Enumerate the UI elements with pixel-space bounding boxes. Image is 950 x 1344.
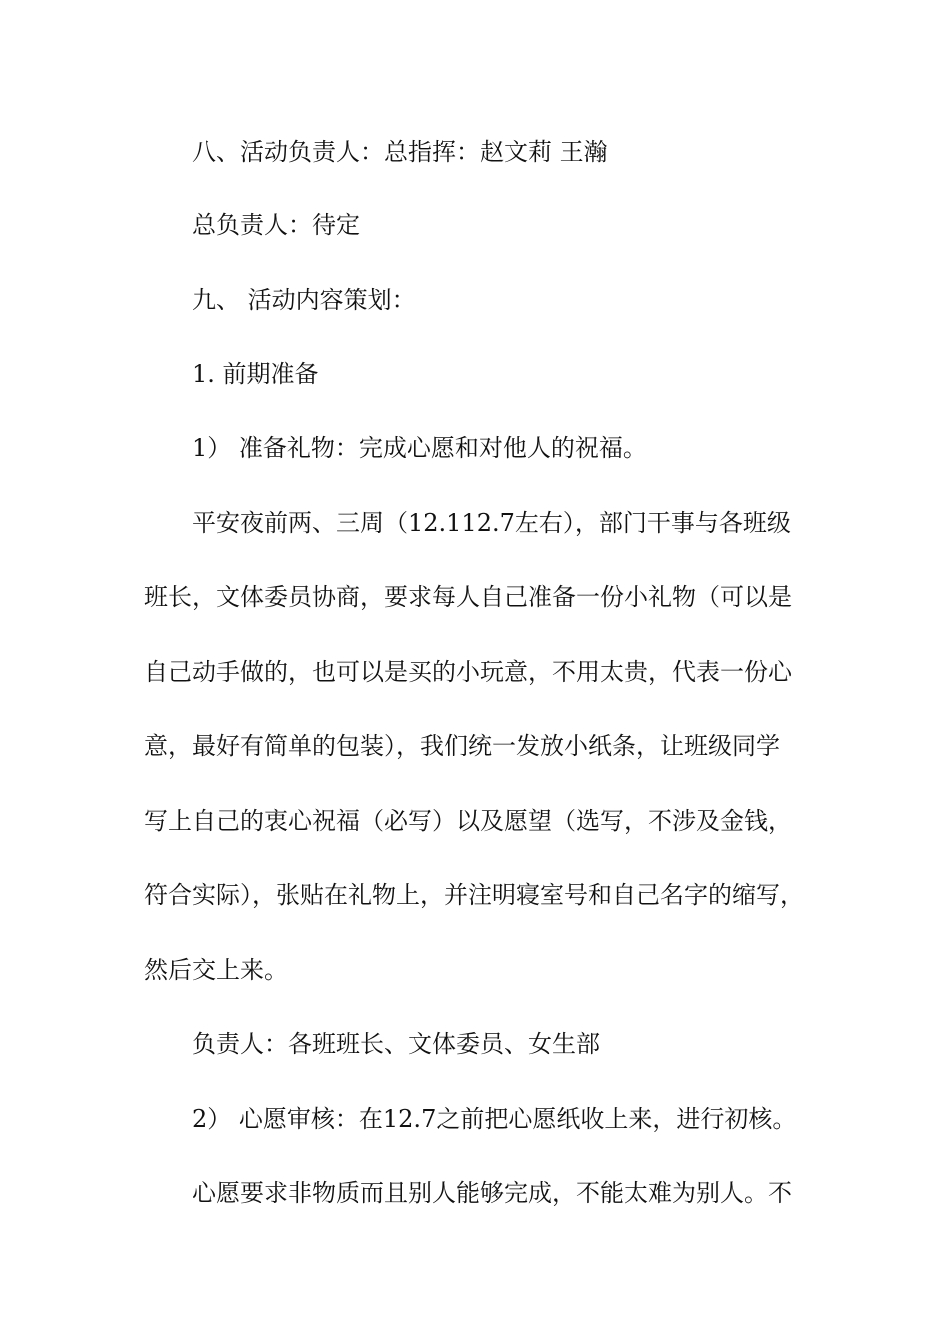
paragraph-line: 心愿要求非物质而且别人能够完成，不能太难为别人。不 <box>192 1179 792 1207</box>
subsection-1-heading: 1. 前期准备 <box>192 360 319 388</box>
section-8-heading: 八、活动负责人：总指挥：赵文莉 王瀚 <box>192 138 608 166</box>
responsible-persons-line: 负责人：各班班长、文体委员、女生部 <box>192 1030 600 1058</box>
paragraph-line: 班长，文体委员协商，要求每人自己准备一份小礼物（可以是 <box>144 583 792 611</box>
section-9-heading: 九、 活动内容策划： <box>192 286 416 314</box>
paragraph-line: 自己动手做的，也可以是买的小玩意，不用太贵，代表一份心 <box>144 658 792 686</box>
paragraph-line: 平安夜前两、三周（12.112.7左右），部门干事与各班级 <box>192 509 791 537</box>
paragraph-line: 符合实际），张贴在礼物上，并注明寝室号和自己名字的缩写， <box>144 881 804 909</box>
general-leader-line: 总负责人：待定 <box>192 211 360 239</box>
item-2-heading: 2） 心愿审核：在12.7之前把心愿纸收上来，进行初核。 <box>192 1105 797 1133</box>
paragraph-line: 写上自己的衷心祝福（必写）以及愿望（选写，不涉及金钱， <box>144 807 792 835</box>
paragraph-line: 意，最好有简单的包装），我们统一发放小纸条，让班级同学 <box>144 732 780 760</box>
paragraph-line: 然后交上来。 <box>144 956 288 984</box>
item-1-heading: 1） 准备礼物：完成心愿和对他人的祝福。 <box>192 434 647 462</box>
